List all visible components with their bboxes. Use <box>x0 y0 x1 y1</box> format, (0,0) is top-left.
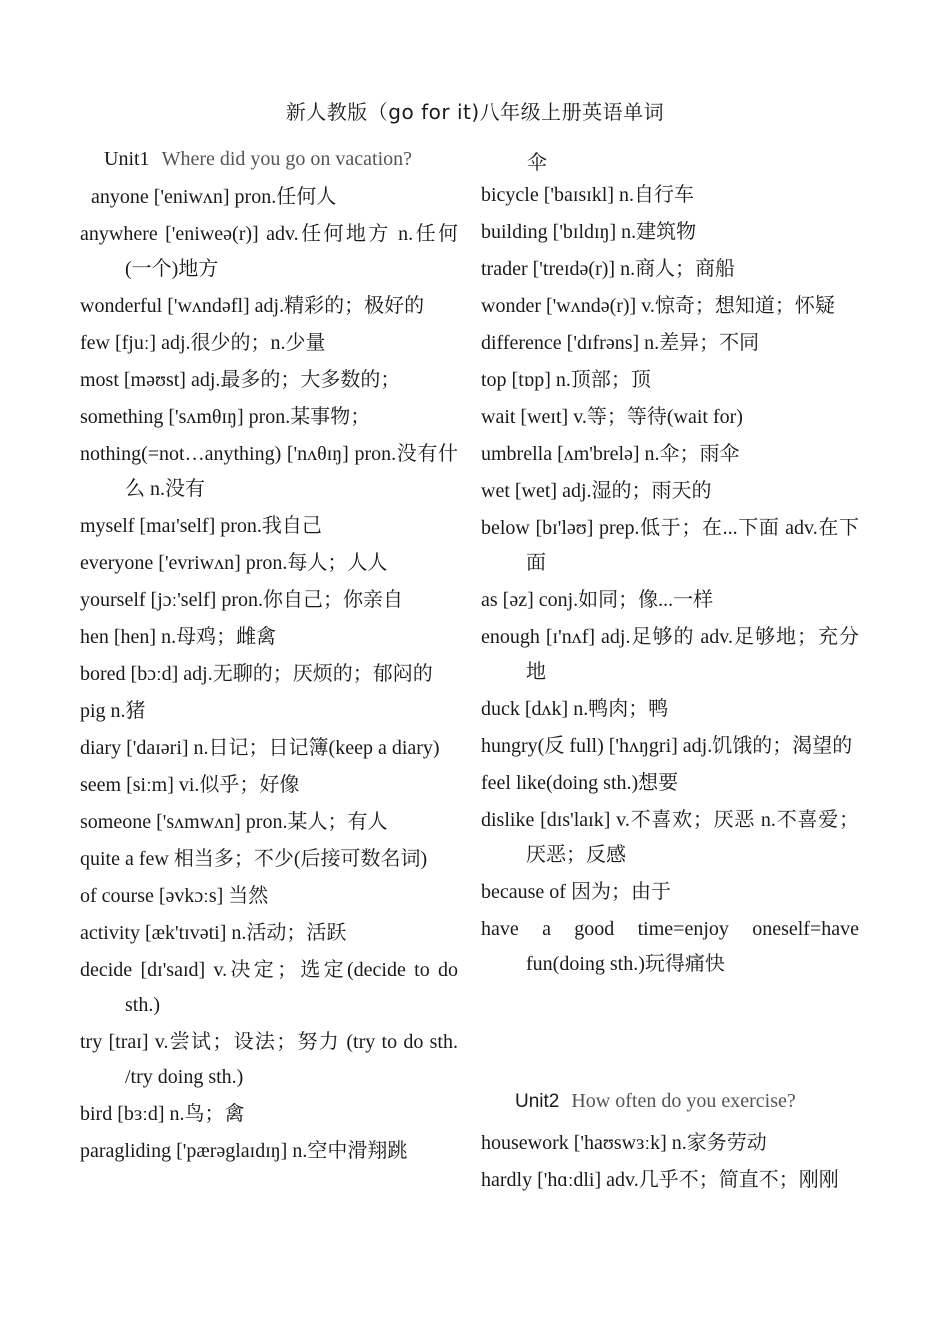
word-entry: feel like(doing sth.)想要 <box>481 772 679 794</box>
word-entry: wonderful ['wʌndəfl] adj.精彩的；极好的 <box>80 295 425 317</box>
word-entry: bored [bɔːd] adj.无聊的；厌烦的；郁闷的 <box>80 663 433 685</box>
word-entry: have a good time=enjoy oneself=have fun(doing sth.)玩得痛快 <box>481 918 859 975</box>
word-entry: everyone ['evriwʌn] pron.每人；人人 <box>80 552 388 574</box>
word-entry: paragliding ['pærəglaɪdɪŋ] n.空中滑翔跳 <box>80 1140 408 1162</box>
word-entry: wait [weɪt] v.等；等待(wait for) <box>481 406 743 428</box>
word-entry: umbrella [ʌm'brelə] n.伞；雨伞 <box>481 443 740 465</box>
word-entry: dislike [dɪs'laɪk] v.不喜欢；厌恶 n.不喜爱；厌恶；反感 <box>481 809 859 866</box>
word-entry: someone ['sʌmwʌn] pron.某人；有人 <box>80 811 388 833</box>
word-entry: duck [dʌk] n.鸭肉；鸭 <box>481 698 669 720</box>
word-entry: seem [siːm] vi.似乎；好像 <box>80 774 300 796</box>
word-entry: because of 因为；由于 <box>481 881 671 903</box>
word-entry: hardly ['hɑːdli] adv.几乎不；简直不；刚刚 <box>481 1169 839 1191</box>
unit1-label: Unit1 <box>104 148 150 170</box>
word-entry: wet [wet] adj.湿的；雨天的 <box>481 480 712 502</box>
word-entry: nothing(=not…anything) ['nʌθɪŋ] pron.没有什么 n.没有 <box>80 443 458 500</box>
word-entry: yourself [jɔː'self] pron.你自己；你亲自 <box>80 589 403 611</box>
word-entry: most [məʊst] adj.最多的；大多数的； <box>80 369 401 391</box>
page-title: 新人教版（go for it)八年级上册英语单词 <box>285 100 665 124</box>
word-entry: something ['sʌmθɪŋ] pron.某事物； <box>80 406 371 428</box>
word-entry: anywhere ['eniweə(r)] adv.任何地方 n.任何(一个)地方 <box>80 223 458 280</box>
word-entry: housework ['haʊswɜːk] n.家务劳动 <box>481 1132 767 1154</box>
word-entry: bicycle ['baɪsɪkl] n.自行车 <box>481 184 694 206</box>
word-entry: as [əz] conj.如同；像...一样 <box>481 589 714 611</box>
right-word-list <box>481 178 859 984</box>
word-entry: difference ['dɪfrəns] n.差异；不同 <box>481 332 760 354</box>
word-entry: diary ['daɪəri] n.日记；日记簿(keep a diary) <box>80 737 440 759</box>
word-entry: bird [bɜːd] n.鸟；禽 <box>80 1103 245 1125</box>
word-entry: pig n.猪 <box>80 700 146 722</box>
carryover-text: 伞 <box>527 152 547 174</box>
unit1-question: Where did you go on vacation? <box>161 148 413 170</box>
word-entry: building ['bɪldɪŋ] n.建筑物 <box>481 221 697 243</box>
word-entry: top [tɒp] n.顶部；顶 <box>481 369 651 391</box>
word-entry: hungry(反 full) ['hʌŋgri] adj.饥饿的；渴望的 <box>481 735 853 757</box>
word-entry: few [fjuː] adj.很少的；n.少量 <box>80 332 326 354</box>
unit2-word-list <box>481 1126 859 1200</box>
word-entry: wonder ['wʌndə(r)] v.惊奇；想知道；怀疑 <box>481 295 835 317</box>
unit1-heading <box>104 148 412 171</box>
word-entry: below [bɪ'ləʊ] prep.低于；在...下面 adv.在下面 <box>481 517 859 574</box>
left-word-list <box>80 180 458 1171</box>
word-entry: activity [æk'tɪvəti] n.活动；活跃 <box>80 922 347 944</box>
word-entry: anyone ['eniwʌn] pron.任何人 <box>91 186 337 208</box>
word-entry: hen [hen] n.母鸡；雌禽 <box>80 626 277 648</box>
unit2-question: How often do you exercise? <box>571 1090 796 1112</box>
word-entry: try [traɪ] v.尝试；设法；努力 (try to do sth. /try doing sth.) <box>80 1031 458 1088</box>
unit2-label: Unit2 <box>515 1091 560 1112</box>
word-entry: quite a few 相当多；不少(后接可数名词) <box>80 848 428 870</box>
word-entry: myself [maɪ'self] pron.我自己 <box>80 515 322 537</box>
word-entry: enough [ɪ'nʌf] adj.足够的 adv.足够地；充分地 <box>481 626 859 683</box>
word-entry: of course [əvkɔːs] 当然 <box>80 885 269 907</box>
word-entry: trader ['treɪdə(r)] n.商人；商船 <box>481 258 736 280</box>
word-entry: decide [dɪ'saɪd] v.决定；选定(decide to do sth.) <box>80 959 458 1016</box>
unit2-heading <box>515 1090 796 1113</box>
